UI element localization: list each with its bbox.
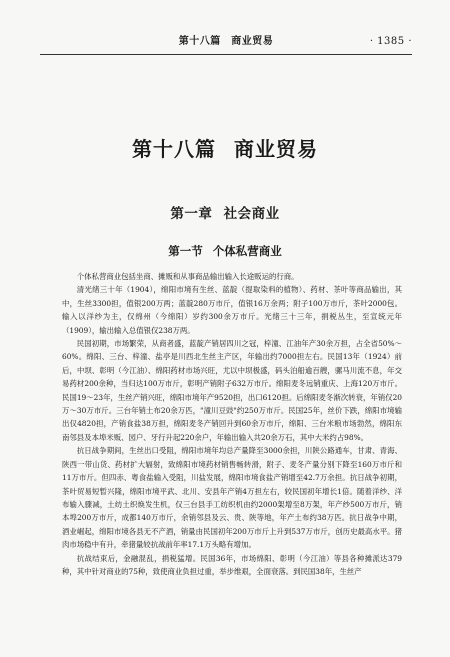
paragraph: 抗日战争期间，生丝出口受阻，绵阳市境年均总产量降至3000余担，川陕公路通车，甘肃、青海、陕西一带山货、药材扩大辐射，致绵阳市境药材销售畅转滑，附子、麦冬产量分别下降至160万市斤和11万市斤。但四赤、粤食盐输入受阻，川盐发展，绵阳市境食盐产销增至42.7万余担。抗日战争初期，茶叶贸易短暂兴隆，绵阳市境平武、北川、安县年产销4万担左右，较民国初年增长1倍。随着洋纱、洋布输入骤减，土纺土织焕发生机，仅三台县手工纺织机由约2000架增至8万架，年产纱500万市斤，销本埠200万市斤，成都140万市斤，余销邻县及云、贵、陕等地，年产土布约38万匹。抗日战争中期，酒业崛起，绵阳市境各县无不产酒，销量由民国初年200万市斤上升到537万市斤，创历史最高水平。猪肉市场稳中有升，牵猪量较抗战前年率17.1万头略有增加。 [62,446,402,550]
page-number: · 1385 · [369,36,412,47]
paragraph: 民国初期，市场繁荣，从商者盛，蓝靛产销居四川之冠，梓潼、江油年产30余万担，占全省50%～60%。绵阳、三台、梓潼、盐亭是川西北生丝主产区，年输出约7000担左右。民国13年（1924）前后，中坝、彰明（今江油）、绵阳药材市场兴旺，尤以中坝极盛，码头泊船逾百艘，骡马川流不息，年交易药材200余种，当归达100万市斤，彰明产销附子632万市斤。绵阳麦冬远销重庆、上海120万市斤。民国19～23年，生丝产销兴旺，绵阳市境年产9520担，出口6120担。后绵阳麦冬渐次转衰，年销仅20万～30万市斤。三台年销土布20余万匹，"潼川豆豉"约250万市斤。民国25年，丝价下跌，绵阳市境输出仅4820担，产销食盐38万担，绵阳麦冬产销回升到60余万市斤，绵阳、三台米粮市场勃然，绵阳东南邻县及本埠米贩、园户、牙行升起220余户，年输出输入共20余万石，其中大米约占98%。 [62,339,402,442]
body-text [62,270,402,578]
paragraph: 抗战结束后，金融混乱，捐税猛增。民国36年，市场绵阳、彰明（今江油）等县各种摊派达379种，其中针对商业的75种，致使商业负担过重，举步维艰，全面衰落。到民国38年，生丝产 [62,553,402,576]
paragraph: 清光绪三十年（1904），绵阳市境有生丝、蓝靛（提取染料的植物）、药材、茶叶等商品输出，其中，生丝3300担，值银200万两；蓝靛280万市斤，值银16万余两；附子100万市斤，茶叶2000包。输入以洋纱为主，仅绵州（今绵阳）岁约300余万市斤。光绪三十三年，捐税丛生，至宣统元年（1909），输出输入总值银仅238万两。 [62,285,402,335]
paragraph: 个体私营商业包括坐商、摊贩和从事商品输出输入长途贩运的行商。 [76,272,299,281]
running-title: 第十八篇 商业贸易 [178,36,274,47]
section-title: 第一节 个体私营商业 [168,244,282,258]
chapter-title: 第一章 社会商业 [170,206,280,222]
header-rule [40,54,412,55]
running-header [40,34,412,50]
part-title: 第十八篇 商业贸易 [132,137,318,161]
